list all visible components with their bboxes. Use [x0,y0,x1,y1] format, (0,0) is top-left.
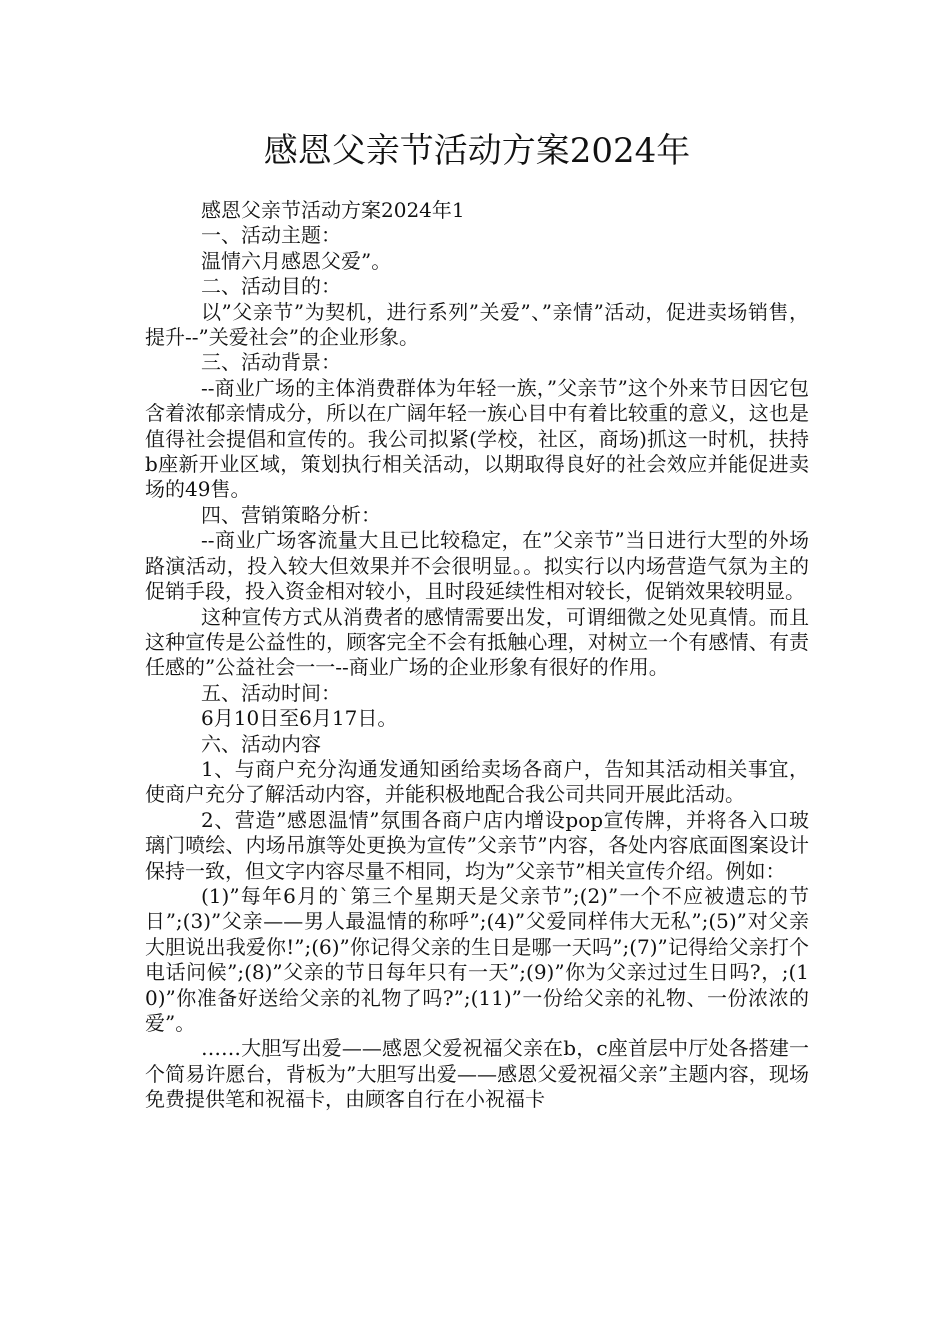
paragraph-slogans: (1)”每年6月的`第三个星期天是父亲节”;(2)”一个不应被遗忘的节日”;(3)”父亲——男人最温情的称呼”;(4)”父爱同样伟大无私”;(5)”对父亲大胆说出我爱你!”;(6)”你记得父亲的生日是哪一天吗”;(7)”记得给父亲打个电话问候”;(8)”父亲的节日每年只有一天”;(9)”你为父亲过过生日吗?，;(10)”你准备好送给父亲的礼物了吗?”;(11)”一份给父亲的礼物、一份浓浓的爱”。 [145,883,809,1035]
paragraph-wish-board: ……大胆写出爱——感恩父爱祝福父亲在b，c座首层中厅处各搭建一个简易许愿台，背板为”大胆写出爱——感恩父爱祝福父亲”主题内容，现场免费提供笔和祝福卡，由顾客自行在小祝福卡 [145,1036,809,1112]
paragraph-background: --商业广场的主体消费群体为年轻一族，”父亲节”这个外来节日因它包含着浓郁亲情成分，所以在广阔年轻一族心目中有着比较重的意义，这也是值得社会提倡和宣传的。我公司拟紧(学校，社区，商场)抓这一时机，扶持b座新开业区域，策划执行相关活动，以期取得良好的社会效应并能促进卖场的49售。 [145,375,809,502]
paragraph-strategy: --商业广场客流量大且已比较稳定，在”父亲节”当日进行大型的外场路演活动，投入较大但效果并不会很明显。。拟实行以内场营造气氛为主的促销手段，投入资金相对较小，且时段延续性相对较长，促销效果较明显。 [145,528,809,604]
section-heading-purpose: 二、活动目的： [201,274,341,299]
paragraph-time: 6月10日至6月17日。 [201,706,398,731]
paragraph-strategy-note: 这种宣传方式从消费者的感情需要出发，可谓细微之处见真情。而且这种宣传是公益性的，顾客完全不会有抵触心理，对树立一个有感情、有责任感的”公益社会一一--商业广场的企业形象有很好的作用。 [145,604,809,680]
paragraph-content-item-1: 1、与商户充分沟通发通知函给卖场各商户，告知其活动相关事宜，使商户充分了解活动内容，并能积极地配合我公司共同开展此活动。 [145,756,809,807]
section-heading-background: 三、活动背景： [201,350,341,375]
paragraph-content-item-2: 2、营造”感恩温情”氛围各商户店内增设pop宣传牌，并将各入口玻璃门喷绘、内场吊旗等处更换为宣传”父亲节”内容，各处内容底面图案设计保持一致，但文字内容尽量不相同，均为”父亲节”相关宣传介绍。例如： [145,807,809,883]
section-heading-strategy: 四、营销策略分析： [201,502,381,527]
section-heading-theme: 一、活动主题： [201,223,341,248]
paragraph-theme: 温情六月感恩父爱”。 [201,248,392,273]
document-body [145,198,809,1113]
section-heading-content: 六、活动内容 [201,731,321,756]
paragraph-purpose: 以”父亲节”为契机，进行系列”关爱”、”亲情”活动，促进卖场销售，提升--”关爱社会”的企业形象。 [145,299,809,350]
section-heading-time: 五、活动时间： [201,680,341,705]
paragraph-subtitle: 感恩父亲节活动方案2024年1 [201,198,465,222]
document-title: 感恩父亲节活动方案2024年 [263,131,691,171]
